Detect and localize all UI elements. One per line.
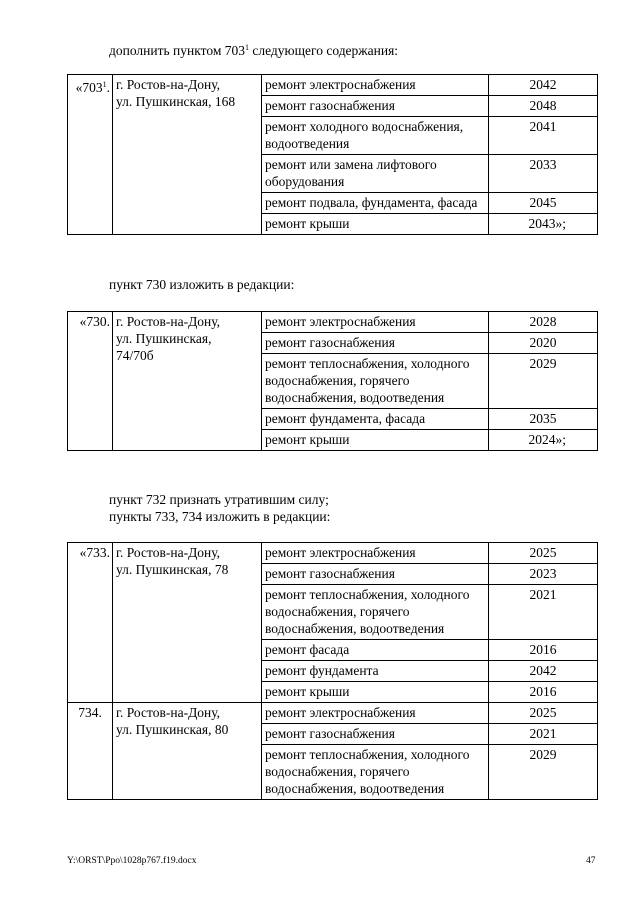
work-cell: ремонт электроснабжения (262, 543, 489, 564)
address-cell: г. Ростов-на-Дону, ул. Пушкинская, 74/70б (113, 312, 262, 451)
work-cell: ремонт крыши (262, 430, 489, 451)
year-cell: 2043»; (489, 214, 598, 235)
footer-file-path: Y:\ORST\Ppo\1028p767.f19.docx (67, 856, 197, 866)
work-cell: ремонт фундамента, фасада (262, 409, 489, 430)
intro-paragraph-2: пункт 730 изложить в редакции: (109, 277, 295, 292)
table-item-730 (67, 311, 598, 451)
work-cell: ремонт или замена лифтового оборудования (262, 155, 489, 193)
intro-paragraph-3: пункт 732 признать утратившим силу; (109, 492, 329, 507)
year-cell: 2025 (489, 543, 598, 564)
year-cell: 2016 (489, 640, 598, 661)
year-cell: 2042 (489, 661, 598, 682)
year-cell: 2021 (489, 585, 598, 640)
year-cell: 2021 (489, 724, 598, 745)
work-cell: ремонт газоснабжения (262, 724, 489, 745)
work-cell: ремонт газоснабжения (262, 564, 489, 585)
footer-page-number: 47 (586, 856, 596, 866)
year-cell: 2020 (489, 333, 598, 354)
work-cell: ремонт теплоснабжения, холодного водоснабжения, горячего водоснабжения, водоотведения (262, 354, 489, 409)
work-cell: ремонт фундамента (262, 661, 489, 682)
item-number: «$703^1$. (68, 75, 113, 235)
table-row (68, 543, 598, 564)
work-cell: ремонт подвала, фундамента, фасада (262, 193, 489, 214)
address-cell: г. Ростов-на-Дону, ул. Пушкинская, 78 (113, 543, 262, 703)
year-cell: 2045 (489, 193, 598, 214)
year-cell: 2023 (489, 564, 598, 585)
work-cell: ремонт теплоснабжения, холодного водоснабжения, горячего водоснабжения, водоотведения (262, 745, 489, 800)
address-cell: г. Ростов-на-Дону, ул. Пушкинская, 80 (113, 703, 262, 800)
intro-paragraph-4: пункты 733, 734 изложить в редакции: (109, 509, 331, 524)
item-number: «730. (68, 312, 113, 451)
work-cell: ремонт электроснабжения (262, 312, 489, 333)
year-cell: 2048 (489, 96, 598, 117)
work-cell: ремонт газоснабжения (262, 96, 489, 117)
year-cell: 2029 (489, 354, 598, 409)
year-cell: 2029 (489, 745, 598, 800)
year-cell: 2041 (489, 117, 598, 155)
item-number: 734. (68, 703, 113, 800)
year-cell: 2028 (489, 312, 598, 333)
work-cell: ремонт электроснабжения (262, 75, 489, 96)
year-cell: 2035 (489, 409, 598, 430)
year-cell: 2025 (489, 703, 598, 724)
table-row (68, 312, 598, 333)
year-cell: 2016 (489, 682, 598, 703)
item-number: «733. (68, 543, 113, 703)
work-cell: ремонт крыши (262, 214, 489, 235)
work-cell: ремонт крыши (262, 682, 489, 703)
year-cell: 2042 (489, 75, 598, 96)
table-item-703 (67, 74, 598, 235)
work-cell: ремонт холодного водоснабжения, водоотведения (262, 117, 489, 155)
work-cell: ремонт электроснабжения (262, 703, 489, 724)
work-cell: ремонт фасада (262, 640, 489, 661)
address-cell: г. Ростов-на-Дону, ул. Пушкинская, 168 (113, 75, 262, 235)
year-cell: 2033 (489, 155, 598, 193)
work-cell: ремонт теплоснабжения, холодного водоснабжения, горячего водоснабжения, водоотведения (262, 585, 489, 640)
year-cell: 2024»; (489, 430, 598, 451)
intro-paragraph-1: дополнить пунктом $703^1$ следующего содержания: (109, 43, 399, 58)
table-items-733-734 (67, 542, 598, 800)
table-row (68, 703, 598, 724)
table-row (68, 75, 598, 96)
work-cell: ремонт газоснабжения (262, 333, 489, 354)
